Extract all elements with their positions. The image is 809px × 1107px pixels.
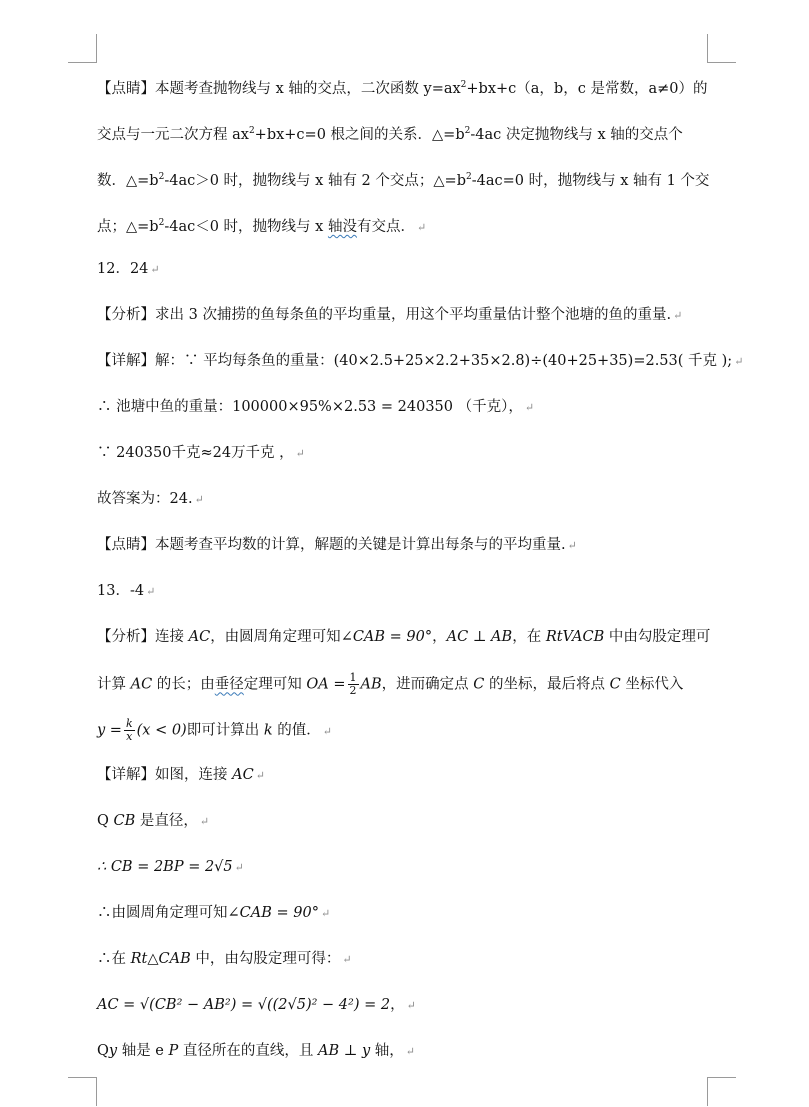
text-run: -4ac 决定抛物线与 x 轴的交点个 — [470, 127, 683, 143]
text-run: ( 千克 ); — [677, 353, 733, 369]
text-run: 的坐标，最后将点 — [484, 676, 610, 693]
text-run: 有交点． — [356, 219, 415, 235]
math-expression: AC ⊥ AB — [446, 629, 513, 645]
text-line — [97, 856, 737, 879]
answer-number: 12．24 — [97, 261, 149, 277]
answer-number: 13．-4 — [97, 583, 145, 599]
paragraph-mark-icon: ↵ — [199, 815, 210, 828]
text-line — [97, 212, 737, 239]
text-run: ，由圆周角定理可知 — [210, 629, 341, 645]
superscript: 2 — [465, 172, 472, 182]
text-run: +bx+c（a，b，c 是常数，a≠0）的 — [466, 81, 708, 97]
fraction-numerator: 1 — [349, 671, 357, 684]
math-expression: OA = — [306, 676, 346, 693]
text-run: 故答案为：24. — [97, 491, 193, 507]
text-run: 是直径， — [135, 813, 198, 829]
math-symbol: P — [168, 1043, 179, 1059]
text-run: ， — [432, 629, 447, 645]
text-line — [97, 994, 737, 1017]
text-run: +bx+c=0 根之间的关系．△=b — [254, 127, 465, 143]
grammar-underline-text: 垂径 — [214, 676, 244, 693]
math-expression: y = — [97, 722, 122, 739]
math-symbol: y — [108, 1043, 118, 1059]
text-run: 【点睛】本题考查平均数的计算，解题的关键是计算出每条与的平均重量. — [97, 537, 566, 553]
paragraph-mark-icon: ↵ — [234, 861, 244, 874]
text-run: 计算 — [97, 676, 131, 693]
corner-mark-bottom-left — [68, 1077, 97, 1106]
corner-mark-top-left — [68, 34, 97, 63]
text-line — [97, 626, 737, 648]
fraction-denominator: x — [126, 730, 133, 743]
math-expression: (40×2.5+25×2.2+35×2.8)÷(40+25+35)=2.53 — [333, 353, 678, 369]
corner-mark-bottom-right — [707, 1077, 736, 1106]
text-run: 【分析】连接 — [97, 629, 189, 645]
math-expression: ∠CAB = 90° — [227, 905, 319, 921]
text-run: 轴是 e — [117, 1043, 169, 1059]
text-run: 的值． — [272, 722, 321, 739]
text-run: 【详解】如图，连接 — [97, 767, 233, 783]
text-run: 交点与一元二次方程 ax — [97, 127, 249, 143]
text-run: 坐标代入 — [620, 676, 684, 693]
text-run: ∴由圆周角定理可知 — [97, 905, 228, 921]
text-run: 数．△=b — [97, 173, 159, 189]
text-run: 直径所在的直线，且 — [178, 1043, 318, 1059]
math-symbol: C — [473, 676, 485, 693]
text-line — [97, 120, 737, 146]
text-line — [97, 1040, 737, 1063]
paragraph-mark-icon: ↵ — [322, 724, 332, 738]
superscript: 2 — [248, 126, 255, 136]
paragraph-mark-icon: ↵ — [416, 221, 427, 234]
math-expression: ∴ CB = 2BP = 2√5 — [97, 859, 233, 875]
text-run: 【点睛】本题考查抛物线与 x 轴的交点，二次函数 y=ax — [97, 81, 461, 97]
text-line — [97, 580, 737, 603]
text-line — [97, 902, 737, 925]
paragraph-mark-icon: ↵ — [320, 907, 331, 920]
grammar-underline-text: 轴没 — [327, 219, 357, 235]
text-run: ∴在 — [97, 951, 131, 967]
text-run: ，在 — [512, 629, 546, 645]
math-symbol: AC — [130, 676, 153, 693]
superscript: 2 — [158, 172, 165, 182]
fraction-denominator: 2 — [349, 684, 357, 697]
math-expression: RtVACB — [545, 629, 605, 645]
math-symbol: AC — [232, 767, 254, 783]
math-symbol: CB — [113, 813, 136, 829]
paragraph-mark-icon: ↵ — [567, 539, 577, 552]
text-line — [97, 396, 737, 419]
text-run: ∵ 240350千克≈24万千克 ， — [97, 445, 294, 461]
math-symbol: AC — [188, 629, 211, 645]
text-run: 点；△=b — [97, 219, 159, 235]
text-line — [97, 534, 737, 557]
math-expression: Rt△CAB — [130, 951, 191, 967]
text-line — [97, 764, 737, 787]
text-run: 中，由勾股定理可得： — [190, 951, 341, 967]
text-run: ， — [390, 997, 405, 1013]
math-symbol: C — [609, 676, 621, 693]
text-run: 定理可知 — [243, 676, 307, 693]
text-run: -4ac＞0 时，抛物线与 x 轴有 2 个交点；△=b — [164, 173, 466, 189]
text-run: Q — [97, 1043, 109, 1059]
text-line — [97, 74, 737, 100]
text-run: ∴ 池塘中鱼的重量：100000×95%×2.53 = 240350 （千克）， — [97, 399, 523, 415]
fraction-numerator: k — [125, 717, 133, 730]
superscript: 2 — [464, 126, 471, 136]
math-expression: AC = √(CB² − AB²) = √((2√5)² − 4²) = 2 — [97, 997, 391, 1013]
text-run: -4ac=0 时，抛物线与 x 轴有 1 个交 — [471, 173, 710, 189]
text-line — [97, 166, 737, 192]
math-expression: AB ⊥ y — [318, 1043, 371, 1059]
math-symbol: AB — [360, 676, 382, 693]
text-run: 【分析】求出 3 次捕捞的鱼每条鱼的平均重量，用这个平均重量估计整个池塘的鱼的重量. — [97, 307, 672, 323]
text-line — [97, 718, 737, 743]
paragraph-mark-icon: ↵ — [146, 585, 156, 598]
paragraph-mark-icon: ↵ — [524, 401, 535, 414]
fraction — [124, 718, 135, 743]
text-line — [97, 948, 737, 971]
text-line — [97, 442, 737, 465]
text-run: 轴， — [370, 1043, 404, 1059]
paragraph-mark-icon: ↵ — [673, 309, 683, 322]
text-line — [97, 672, 737, 697]
text-run: 即可计算出 — [186, 722, 264, 739]
text-run: 中由勾股定理可 — [604, 629, 711, 645]
paragraph-mark-icon: ↵ — [295, 447, 305, 460]
paragraph-mark-icon: ↵ — [734, 355, 744, 368]
paragraph-mark-icon: ↵ — [150, 263, 160, 276]
text-run: 的长；由 — [152, 676, 215, 693]
paragraph-mark-icon: ↵ — [406, 999, 416, 1012]
text-run: 【详解】解：∵ 平均每条鱼的重量： — [97, 353, 334, 369]
paragraph-mark-icon: ↵ — [194, 493, 204, 506]
text-run: ，进而确定点 — [381, 676, 474, 693]
paragraph-mark-icon: ↵ — [255, 769, 265, 782]
text-line — [97, 488, 737, 511]
text-run: Q — [97, 813, 114, 829]
corner-mark-top-right — [707, 34, 736, 63]
superscript: 2 — [158, 218, 165, 228]
fraction — [348, 672, 359, 697]
superscript: 2 — [460, 80, 467, 90]
text-line — [97, 810, 737, 833]
math-expression: ∠CAB = 90° — [340, 629, 433, 645]
paragraph-mark-icon: ↵ — [342, 953, 352, 966]
text-line — [97, 304, 737, 327]
paragraph-mark-icon: ↵ — [405, 1045, 416, 1058]
text-line — [97, 350, 744, 373]
math-symbol: k — [263, 722, 273, 739]
math-expression: (x < 0) — [136, 722, 187, 739]
text-run: -4ac＜0 时，抛物线与 x — [164, 219, 328, 235]
text-line — [97, 258, 737, 281]
